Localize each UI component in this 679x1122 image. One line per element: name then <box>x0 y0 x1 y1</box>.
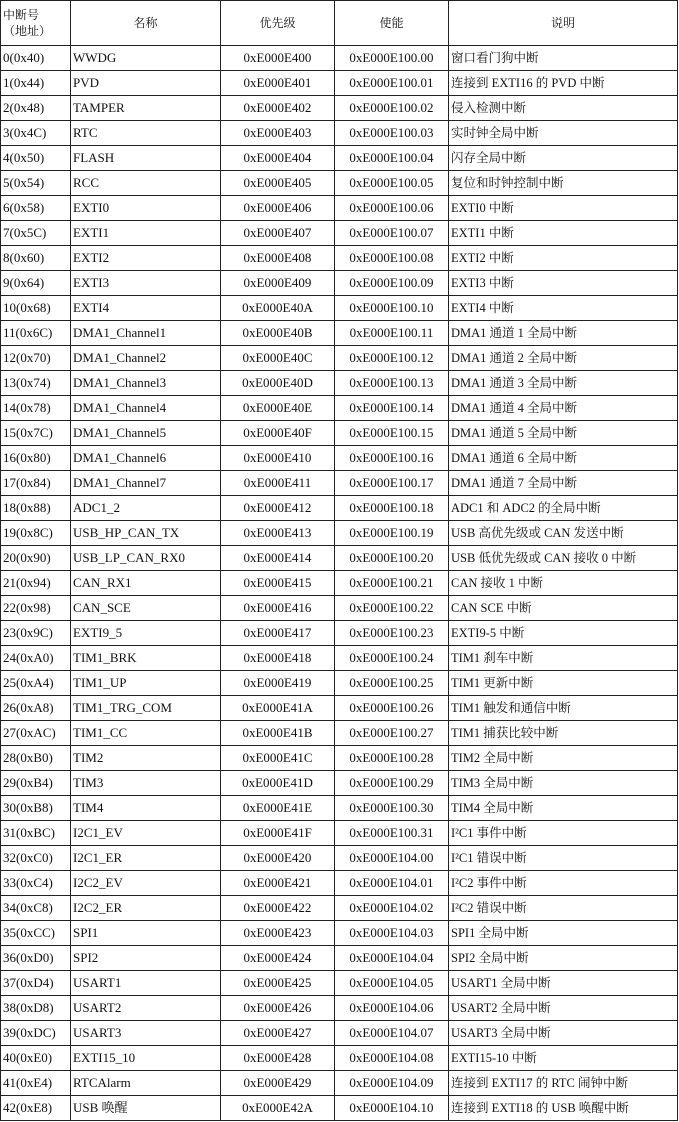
enable-bit-cell: 0xE000E100.30 <box>335 796 449 821</box>
interrupt-number-cell: 3(0x4C) <box>1 121 71 146</box>
description-cell: ADC1 和 ADC2 的全局中断 <box>449 496 678 521</box>
description-cell: USB 低优先级或 CAN 接收 0 中断 <box>449 546 678 571</box>
table-row <box>1 1046 678 1071</box>
enable-bit-cell: 0xE000E100.23 <box>335 621 449 646</box>
interrupt-name-cell: DMA1_Channel5 <box>71 421 221 446</box>
table-row <box>1 271 678 296</box>
description-cell: EXTI9-5 中断 <box>449 621 678 646</box>
interrupt-name-cell: ADC1_2 <box>71 496 221 521</box>
priority-address-cell: 0xE000E41B <box>221 721 335 746</box>
description-cell: TIM1 触发和通信中断 <box>449 696 678 721</box>
priority-address-cell: 0xE000E413 <box>221 521 335 546</box>
description-cell: I²C2 事件中断 <box>449 871 678 896</box>
interrupt-number-cell: 23(0x9C) <box>1 621 71 646</box>
interrupt-name-cell: CAN_RX1 <box>71 571 221 596</box>
enable-bit-cell: 0xE000E100.09 <box>335 271 449 296</box>
enable-bit-cell: 0xE000E100.16 <box>335 446 449 471</box>
description-cell: TIM1 刹车中断 <box>449 646 678 671</box>
interrupt-number-cell: 35(0xCC) <box>1 921 71 946</box>
interrupt-name-cell: DMA1_Channel1 <box>71 321 221 346</box>
priority-address-cell: 0xE000E402 <box>221 96 335 121</box>
enable-bit-cell: 0xE000E104.08 <box>335 1046 449 1071</box>
interrupt-number-cell: 21(0x94) <box>1 571 71 596</box>
priority-address-cell: 0xE000E411 <box>221 471 335 496</box>
priority-address-cell: 0xE000E404 <box>221 146 335 171</box>
interrupt-number-cell: 1(0x44) <box>1 71 71 96</box>
priority-address-cell: 0xE000E401 <box>221 71 335 96</box>
interrupt-name-cell: TIM3 <box>71 771 221 796</box>
enable-bit-cell: 0xE000E100.20 <box>335 546 449 571</box>
enable-bit-cell: 0xE000E100.05 <box>335 171 449 196</box>
table-row <box>1 671 678 696</box>
interrupt-number-cell: 25(0xA4) <box>1 671 71 696</box>
enable-bit-cell: 0xE000E100.03 <box>335 121 449 146</box>
interrupt-name-cell: TIM1_BRK <box>71 646 221 671</box>
interrupt-number-cell: 40(0xE0) <box>1 1046 71 1071</box>
interrupt-name-cell: I2C1_ER <box>71 846 221 871</box>
interrupt-number-cell: 10(0x68) <box>1 296 71 321</box>
interrupt-number-cell: 24(0xA0) <box>1 646 71 671</box>
priority-address-cell: 0xE000E41F <box>221 821 335 846</box>
priority-address-cell: 0xE000E424 <box>221 946 335 971</box>
interrupt-number-cell: 15(0x7C) <box>1 421 71 446</box>
description-cell: USART1 全局中断 <box>449 971 678 996</box>
table-row <box>1 421 678 446</box>
enable-bit-cell: 0xE000E100.28 <box>335 746 449 771</box>
table-row <box>1 746 678 771</box>
interrupt-number-cell: 26(0xA8) <box>1 696 71 721</box>
header-address-label: （地址） <box>3 24 52 38</box>
description-cell: SPI1 全局中断 <box>449 921 678 946</box>
interrupt-number-cell: 39(0xDC) <box>1 1021 71 1046</box>
priority-address-cell: 0xE000E428 <box>221 1046 335 1071</box>
description-cell: I²C2 错误中断 <box>449 896 678 921</box>
table-row <box>1 496 678 521</box>
interrupt-number-cell: 22(0x98) <box>1 596 71 621</box>
interrupt-number-cell: 28(0xB0) <box>1 746 71 771</box>
priority-address-cell: 0xE000E412 <box>221 496 335 521</box>
priority-address-cell: 0xE000E41C <box>221 746 335 771</box>
interrupt-name-cell: FLASH <box>71 146 221 171</box>
table-row <box>1 571 678 596</box>
table-row <box>1 196 678 221</box>
description-cell: SPI2 全局中断 <box>449 946 678 971</box>
interrupt-name-cell: SPI1 <box>71 921 221 946</box>
table-row <box>1 396 678 421</box>
enable-bit-cell: 0xE000E100.27 <box>335 721 449 746</box>
enable-bit-cell: 0xE000E100.00 <box>335 46 449 71</box>
table-row <box>1 996 678 1021</box>
priority-address-cell: 0xE000E405 <box>221 171 335 196</box>
description-cell: CAN 接收 1 中断 <box>449 571 678 596</box>
description-cell: 连接到 EXTI16 的 PVD 中断 <box>449 71 678 96</box>
interrupt-number-cell: 8(0x60) <box>1 246 71 271</box>
interrupt-number-cell: 27(0xAC) <box>1 721 71 746</box>
interrupt-name-cell: EXTI2 <box>71 246 221 271</box>
priority-address-cell: 0xE000E40D <box>221 371 335 396</box>
description-cell: 窗口看门狗中断 <box>449 46 678 71</box>
interrupt-number-cell: 12(0x70) <box>1 346 71 371</box>
interrupt-name-cell: SPI2 <box>71 946 221 971</box>
priority-address-cell: 0xE000E419 <box>221 671 335 696</box>
interrupt-number-cell: 34(0xC8) <box>1 896 71 921</box>
interrupt-name-cell: EXTI15_10 <box>71 1046 221 1071</box>
interrupt-name-cell: TIM1_UP <box>71 671 221 696</box>
interrupt-name-cell: TAMPER <box>71 96 221 121</box>
enable-bit-cell: 0xE000E104.02 <box>335 896 449 921</box>
description-cell: CAN SCE 中断 <box>449 596 678 621</box>
table-row <box>1 71 678 96</box>
priority-address-cell: 0xE000E408 <box>221 246 335 271</box>
description-cell: EXTI2 中断 <box>449 246 678 271</box>
enable-bit-cell: 0xE000E104.07 <box>335 1021 449 1046</box>
description-cell: 实时钟全局中断 <box>449 121 678 146</box>
interrupt-name-cell: PVD <box>71 71 221 96</box>
description-cell: 连接到 EXTI18 的 USB 唤醒中断 <box>449 1096 678 1121</box>
enable-bit-cell: 0xE000E104.03 <box>335 921 449 946</box>
enable-bit-cell: 0xE000E100.02 <box>335 96 449 121</box>
table-row <box>1 646 678 671</box>
description-cell: DMA1 通道 3 全局中断 <box>449 371 678 396</box>
priority-address-cell: 0xE000E409 <box>221 271 335 296</box>
description-cell: 侵入检测中断 <box>449 96 678 121</box>
interrupt-name-cell: EXTI1 <box>71 221 221 246</box>
priority-address-cell: 0xE000E403 <box>221 121 335 146</box>
priority-address-cell: 0xE000E418 <box>221 646 335 671</box>
enable-bit-cell: 0xE000E100.19 <box>335 521 449 546</box>
table-row <box>1 946 678 971</box>
header-name: 名称 <box>71 1 221 46</box>
table-row <box>1 721 678 746</box>
description-cell: TIM3 全局中断 <box>449 771 678 796</box>
priority-address-cell: 0xE000E422 <box>221 896 335 921</box>
header-interrupt-number <box>1 1 71 46</box>
interrupt-name-cell: USART2 <box>71 996 221 1021</box>
interrupt-name-cell: DMA1_Channel4 <box>71 396 221 421</box>
table-row <box>1 1071 678 1096</box>
table-row <box>1 771 678 796</box>
description-cell: TIM2 全局中断 <box>449 746 678 771</box>
interrupt-number-cell: 32(0xC0) <box>1 846 71 871</box>
table-row <box>1 146 678 171</box>
interrupt-number-cell: 19(0x8C) <box>1 521 71 546</box>
description-cell: I²C1 错误中断 <box>449 846 678 871</box>
header-interrupt-number-label: 中断号 <box>3 8 40 22</box>
enable-bit-cell: 0xE000E104.00 <box>335 846 449 871</box>
table-row <box>1 471 678 496</box>
interrupt-name-cell: WWDG <box>71 46 221 71</box>
interrupt-name-cell: DMA1_Channel6 <box>71 446 221 471</box>
priority-address-cell: 0xE000E41A <box>221 696 335 721</box>
description-cell: EXTI0 中断 <box>449 196 678 221</box>
interrupt-name-cell: USART1 <box>71 971 221 996</box>
enable-bit-cell: 0xE000E100.11 <box>335 321 449 346</box>
table-row <box>1 296 678 321</box>
description-cell: 闪存全局中断 <box>449 146 678 171</box>
enable-bit-cell: 0xE000E104.05 <box>335 971 449 996</box>
interrupt-name-cell: DMA1_Channel7 <box>71 471 221 496</box>
table-row <box>1 846 678 871</box>
table-row <box>1 596 678 621</box>
enable-bit-cell: 0xE000E100.06 <box>335 196 449 221</box>
priority-address-cell: 0xE000E421 <box>221 871 335 896</box>
priority-address-cell: 0xE000E40F <box>221 421 335 446</box>
interrupt-number-cell: 7(0x5C) <box>1 221 71 246</box>
table-row <box>1 621 678 646</box>
interrupt-name-cell: USB_HP_CAN_TX <box>71 521 221 546</box>
interrupt-name-cell: TIM4 <box>71 796 221 821</box>
priority-address-cell: 0xE000E42A <box>221 1096 335 1121</box>
interrupt-name-cell: DMA1_Channel3 <box>71 371 221 396</box>
table-row <box>1 121 678 146</box>
interrupt-number-cell: 9(0x64) <box>1 271 71 296</box>
table-row <box>1 971 678 996</box>
interrupt-name-cell: EXTI3 <box>71 271 221 296</box>
enable-bit-cell: 0xE000E104.01 <box>335 871 449 896</box>
priority-address-cell: 0xE000E417 <box>221 621 335 646</box>
table-row <box>1 171 678 196</box>
description-cell: TIM1 更新中断 <box>449 671 678 696</box>
interrupt-name-cell: CAN_SCE <box>71 596 221 621</box>
header-priority: 优先级 <box>221 1 335 46</box>
table-row <box>1 896 678 921</box>
interrupt-name-cell: USB_LP_CAN_RX0 <box>71 546 221 571</box>
interrupt-number-cell: 37(0xD4) <box>1 971 71 996</box>
enable-bit-cell: 0xE000E100.31 <box>335 821 449 846</box>
table-header-row <box>1 1 678 46</box>
priority-address-cell: 0xE000E410 <box>221 446 335 471</box>
description-cell: EXTI1 中断 <box>449 221 678 246</box>
table-row <box>1 221 678 246</box>
priority-address-cell: 0xE000E41D <box>221 771 335 796</box>
description-cell: TIM1 捕获比较中断 <box>449 721 678 746</box>
enable-bit-cell: 0xE000E100.13 <box>335 371 449 396</box>
table-row <box>1 871 678 896</box>
priority-address-cell: 0xE000E40B <box>221 321 335 346</box>
interrupt-name-cell: TIM2 <box>71 746 221 771</box>
enable-bit-cell: 0xE000E100.21 <box>335 571 449 596</box>
interrupt-name-cell: EXTI4 <box>71 296 221 321</box>
table-row <box>1 921 678 946</box>
enable-bit-cell: 0xE000E100.24 <box>335 646 449 671</box>
description-cell: TIM4 全局中断 <box>449 796 678 821</box>
table-row <box>1 446 678 471</box>
interrupt-number-cell: 16(0x80) <box>1 446 71 471</box>
description-cell: EXTI3 中断 <box>449 271 678 296</box>
interrupt-number-cell: 0(0x40) <box>1 46 71 71</box>
enable-bit-cell: 0xE000E100.07 <box>335 221 449 246</box>
description-cell: DMA1 通道 2 全局中断 <box>449 346 678 371</box>
table-row <box>1 96 678 121</box>
table-row <box>1 346 678 371</box>
interrupt-number-cell: 31(0xBC) <box>1 821 71 846</box>
interrupt-name-cell: USB 唤醒 <box>71 1096 221 1121</box>
enable-bit-cell: 0xE000E104.10 <box>335 1096 449 1121</box>
interrupt-name-cell: EXTI0 <box>71 196 221 221</box>
description-cell: USB 高优先级或 CAN 发送中断 <box>449 521 678 546</box>
table-row <box>1 696 678 721</box>
priority-address-cell: 0xE000E40A <box>221 296 335 321</box>
interrupt-name-cell: I2C2_EV <box>71 871 221 896</box>
interrupt-name-cell: TIM1_TRG_COM <box>71 696 221 721</box>
interrupt-number-cell: 14(0x78) <box>1 396 71 421</box>
enable-bit-cell: 0xE000E100.14 <box>335 396 449 421</box>
interrupt-name-cell: DMA1_Channel2 <box>71 346 221 371</box>
priority-address-cell: 0xE000E40C <box>221 346 335 371</box>
priority-address-cell: 0xE000E426 <box>221 996 335 1021</box>
interrupt-number-cell: 29(0xB4) <box>1 771 71 796</box>
description-cell: DMA1 通道 1 全局中断 <box>449 321 678 346</box>
description-cell: DMA1 通道 7 全局中断 <box>449 471 678 496</box>
interrupt-name-cell: RCC <box>71 171 221 196</box>
priority-address-cell: 0xE000E415 <box>221 571 335 596</box>
table-row <box>1 821 678 846</box>
priority-address-cell: 0xE000E427 <box>221 1021 335 1046</box>
priority-address-cell: 0xE000E416 <box>221 596 335 621</box>
interrupt-name-cell: EXTI9_5 <box>71 621 221 646</box>
description-cell: USART3 全局中断 <box>449 1021 678 1046</box>
interrupt-name-cell: I2C1_EV <box>71 821 221 846</box>
interrupt-number-cell: 5(0x54) <box>1 171 71 196</box>
table-body <box>1 46 678 1121</box>
interrupt-name-cell: RTC <box>71 121 221 146</box>
interrupt-number-cell: 38(0xD8) <box>1 996 71 1021</box>
interrupt-number-cell: 17(0x84) <box>1 471 71 496</box>
enable-bit-cell: 0xE000E100.26 <box>335 696 449 721</box>
enable-bit-cell: 0xE000E100.04 <box>335 146 449 171</box>
description-cell: I²C1 事件中断 <box>449 821 678 846</box>
priority-address-cell: 0xE000E407 <box>221 221 335 246</box>
priority-address-cell: 0xE000E400 <box>221 46 335 71</box>
description-cell: 连接到 EXTI17 的 RTC 闹钟中断 <box>449 1071 678 1096</box>
enable-bit-cell: 0xE000E100.08 <box>335 246 449 271</box>
interrupt-number-cell: 33(0xC4) <box>1 871 71 896</box>
enable-bit-cell: 0xE000E100.15 <box>335 421 449 446</box>
interrupt-number-cell: 41(0xE4) <box>1 1071 71 1096</box>
priority-address-cell: 0xE000E425 <box>221 971 335 996</box>
enable-bit-cell: 0xE000E100.25 <box>335 671 449 696</box>
priority-address-cell: 0xE000E420 <box>221 846 335 871</box>
enable-bit-cell: 0xE000E104.04 <box>335 946 449 971</box>
table-row <box>1 521 678 546</box>
table-row <box>1 1096 678 1121</box>
priority-address-cell: 0xE000E423 <box>221 921 335 946</box>
priority-address-cell: 0xE000E414 <box>221 546 335 571</box>
interrupt-name-cell: TIM1_CC <box>71 721 221 746</box>
priority-address-cell: 0xE000E40E <box>221 396 335 421</box>
priority-address-cell: 0xE000E41E <box>221 796 335 821</box>
interrupt-number-cell: 2(0x48) <box>1 96 71 121</box>
table-row <box>1 246 678 271</box>
description-cell: DMA1 通道 6 全局中断 <box>449 446 678 471</box>
header-enable: 使能 <box>335 1 449 46</box>
table-row <box>1 371 678 396</box>
interrupt-number-cell: 20(0x90) <box>1 546 71 571</box>
interrupt-number-cell: 36(0xD0) <box>1 946 71 971</box>
description-cell: DMA1 通道 4 全局中断 <box>449 396 678 421</box>
table-row <box>1 46 678 71</box>
header-description: 说明 <box>449 1 678 46</box>
interrupt-number-cell: 6(0x58) <box>1 196 71 221</box>
enable-bit-cell: 0xE000E100.10 <box>335 296 449 321</box>
enable-bit-cell: 0xE000E100.29 <box>335 771 449 796</box>
enable-bit-cell: 0xE000E100.01 <box>335 71 449 96</box>
description-cell: EXTI15-10 中断 <box>449 1046 678 1071</box>
interrupt-number-cell: 30(0xB8) <box>1 796 71 821</box>
interrupt-number-cell: 13(0x74) <box>1 371 71 396</box>
interrupt-number-cell: 4(0x50) <box>1 146 71 171</box>
enable-bit-cell: 0xE000E104.09 <box>335 1071 449 1096</box>
interrupt-name-cell: USART3 <box>71 1021 221 1046</box>
enable-bit-cell: 0xE000E104.06 <box>335 996 449 1021</box>
enable-bit-cell: 0xE000E100.18 <box>335 496 449 521</box>
enable-bit-cell: 0xE000E100.22 <box>335 596 449 621</box>
table-row <box>1 1021 678 1046</box>
table-row <box>1 321 678 346</box>
description-cell: USART2 全局中断 <box>449 996 678 1021</box>
table-row <box>1 796 678 821</box>
interrupt-name-cell: RTCAlarm <box>71 1071 221 1096</box>
interrupt-number-cell: 42(0xE8) <box>1 1096 71 1121</box>
interrupt-number-cell: 11(0x6C) <box>1 321 71 346</box>
description-cell: EXTI4 中断 <box>449 296 678 321</box>
priority-address-cell: 0xE000E406 <box>221 196 335 221</box>
interrupt-name-cell: I2C2_ER <box>71 896 221 921</box>
enable-bit-cell: 0xE000E100.12 <box>335 346 449 371</box>
priority-address-cell: 0xE000E429 <box>221 1071 335 1096</box>
interrupt-number-cell: 18(0x88) <box>1 496 71 521</box>
description-cell: 复位和时钟控制中断 <box>449 171 678 196</box>
enable-bit-cell: 0xE000E100.17 <box>335 471 449 496</box>
table-row <box>1 546 678 571</box>
description-cell: DMA1 通道 5 全局中断 <box>449 421 678 446</box>
